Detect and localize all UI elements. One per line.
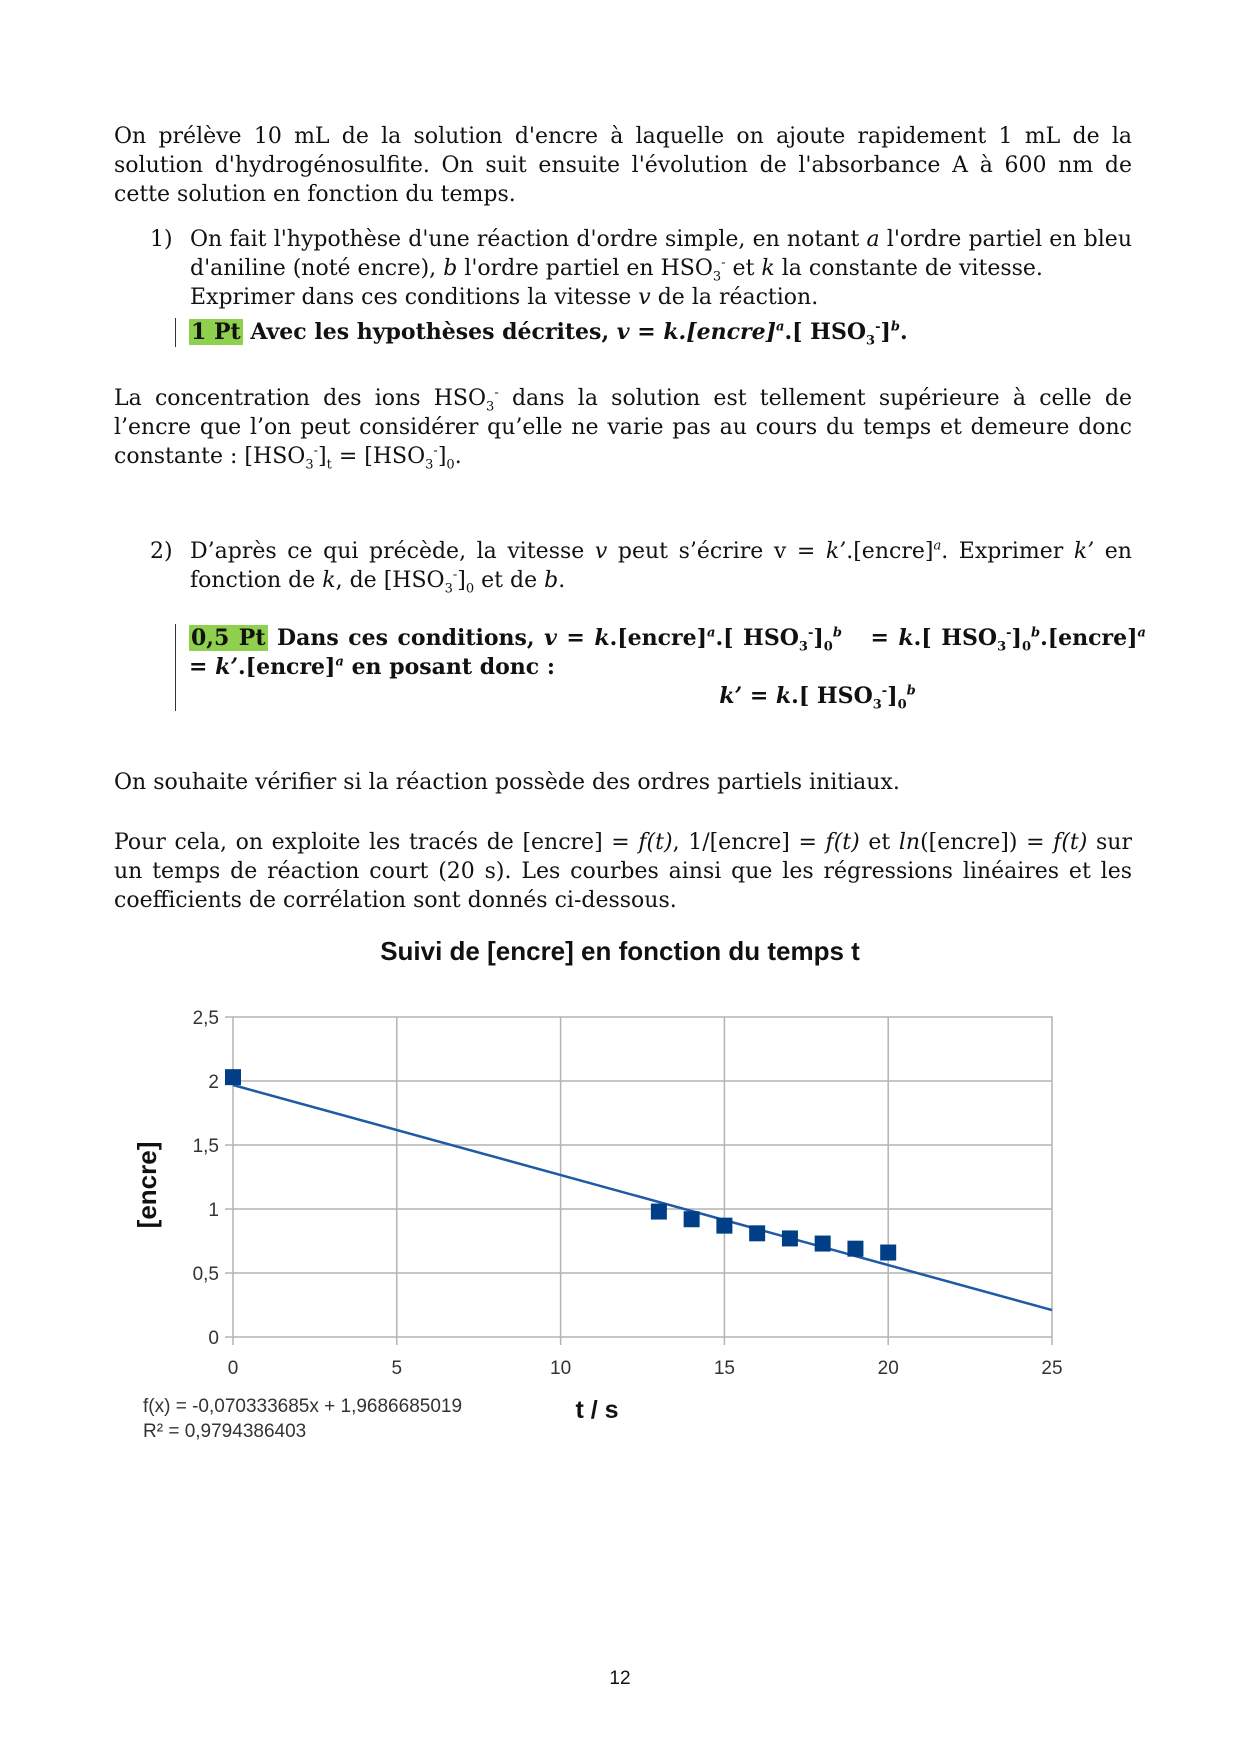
data-point (716, 1218, 732, 1234)
points-badge: 0,5 Pt (191, 625, 266, 651)
x-tick-label: 20 (877, 1358, 899, 1379)
x-tick-label: 0 (227, 1358, 239, 1379)
answer-2: 0,5 Pt Dans ces conditions, v = k.[encre]$^a$.[ $HSO_3^-]_0^b = k$.[ $HSO_3^-]_0^b.[encre]^a$ = k’.[encre]$^a$ en posant donc : k’ = k.[ $HSO_3^-]_0^b$ (175, 624, 1146, 711)
data-point (684, 1211, 700, 1227)
y-tick-label: 2,5 (192, 1008, 219, 1029)
method-paragraph: Pour cela, on exploite les tracés de [encre] = f(t), 1/[encre] = f(t) et ln([encre]) = f(t) sur un temps de réaction court (20 s). Les courbes ainsi que les régressions linéaires et les coefficients de corrélation sont donnés ci-dessous. (114, 830, 1132, 913)
y-axis-label: [encre] (132, 1141, 162, 1229)
question-2-body: D’après ce qui précède, la vitesse v peut s’écrire v = k’.[encre]$^a$. Exprimer k’ en fonction de k, de $[HSO_3^-]_0$ et de b. (190, 538, 1132, 597)
question-2-number: 2) (150, 539, 173, 564)
answer-1: 1 Pt Avec les hypothèses décrites, v = k.[encre]$^a$.[ $HSO_3^-]^b$. (175, 318, 1146, 347)
trend-line (233, 1085, 1052, 1310)
chart-title: Suivi de [encre] en fonction du temps t (380, 936, 860, 966)
data-point (815, 1236, 831, 1252)
y-tick-label: 2 (208, 1072, 219, 1093)
data-point (847, 1241, 863, 1257)
plot-area (233, 1017, 1052, 1337)
y-tick-label: 1,5 (192, 1136, 219, 1157)
question-1-number: 1) (150, 227, 173, 252)
page-number: 12 (609, 1668, 631, 1689)
k-prime-formula: k’ = k.[ $HSO_3^-]_0^b$ (719, 683, 916, 713)
question-1-body: On fait l'hypothèse d'une réaction d'ordre simple, en notant a l'ordre partiel en bleu d'aniline (noté encre), b l'ordre partiel en $HSO_3^-$ et k la constante de vitesse. Exprimer dans ces conditions la vitesse v de la réaction. (190, 227, 1132, 310)
y-tick-label: 0,5 (192, 1264, 219, 1285)
intro-paragraph: On prélève 10 mL de la solution d'encre à laquelle on ajoute rapidement 1 mL de la solution d'hydrogénosulfite. On suit ensuite l'évolution de l'absorbance A à 600 nm de cette solution en fonction du temps. (114, 124, 1132, 207)
data-point (651, 1204, 667, 1220)
y-tick-label: 0 (208, 1328, 219, 1349)
x-tick-label: 25 (1041, 1358, 1063, 1379)
points-badge: 1 Pt (191, 319, 241, 345)
verify-paragraph: On souhaite vérifier si la réaction possède des ordres partiels initiaux. (114, 770, 900, 795)
x-tick-label: 5 (391, 1358, 403, 1379)
x-axis-label: t / s (575, 1396, 619, 1424)
regression-r2: R² = 0,9794386403 (143, 1421, 307, 1442)
y-tick-label: 1 (208, 1200, 219, 1221)
data-point (782, 1230, 798, 1246)
data-point (749, 1225, 765, 1241)
hso3-paragraph: La concentration des ions $HSO_3^-$ dans la solution est tellement supérieure à celle de l’encre que l’on peut considérer qu’elle ne varie pas au cours du temps et demeure donc constante : $[HSO_3^-]_t = [HSO_3^-]_0$. (114, 385, 1132, 473)
x-tick-label: 10 (550, 1358, 572, 1379)
data-point (880, 1245, 896, 1261)
regression-equation: f(x) = -0,070333685x + 1,9686685019 (143, 1396, 463, 1417)
x-tick-label: 15 (713, 1358, 735, 1379)
data-point (225, 1069, 241, 1085)
